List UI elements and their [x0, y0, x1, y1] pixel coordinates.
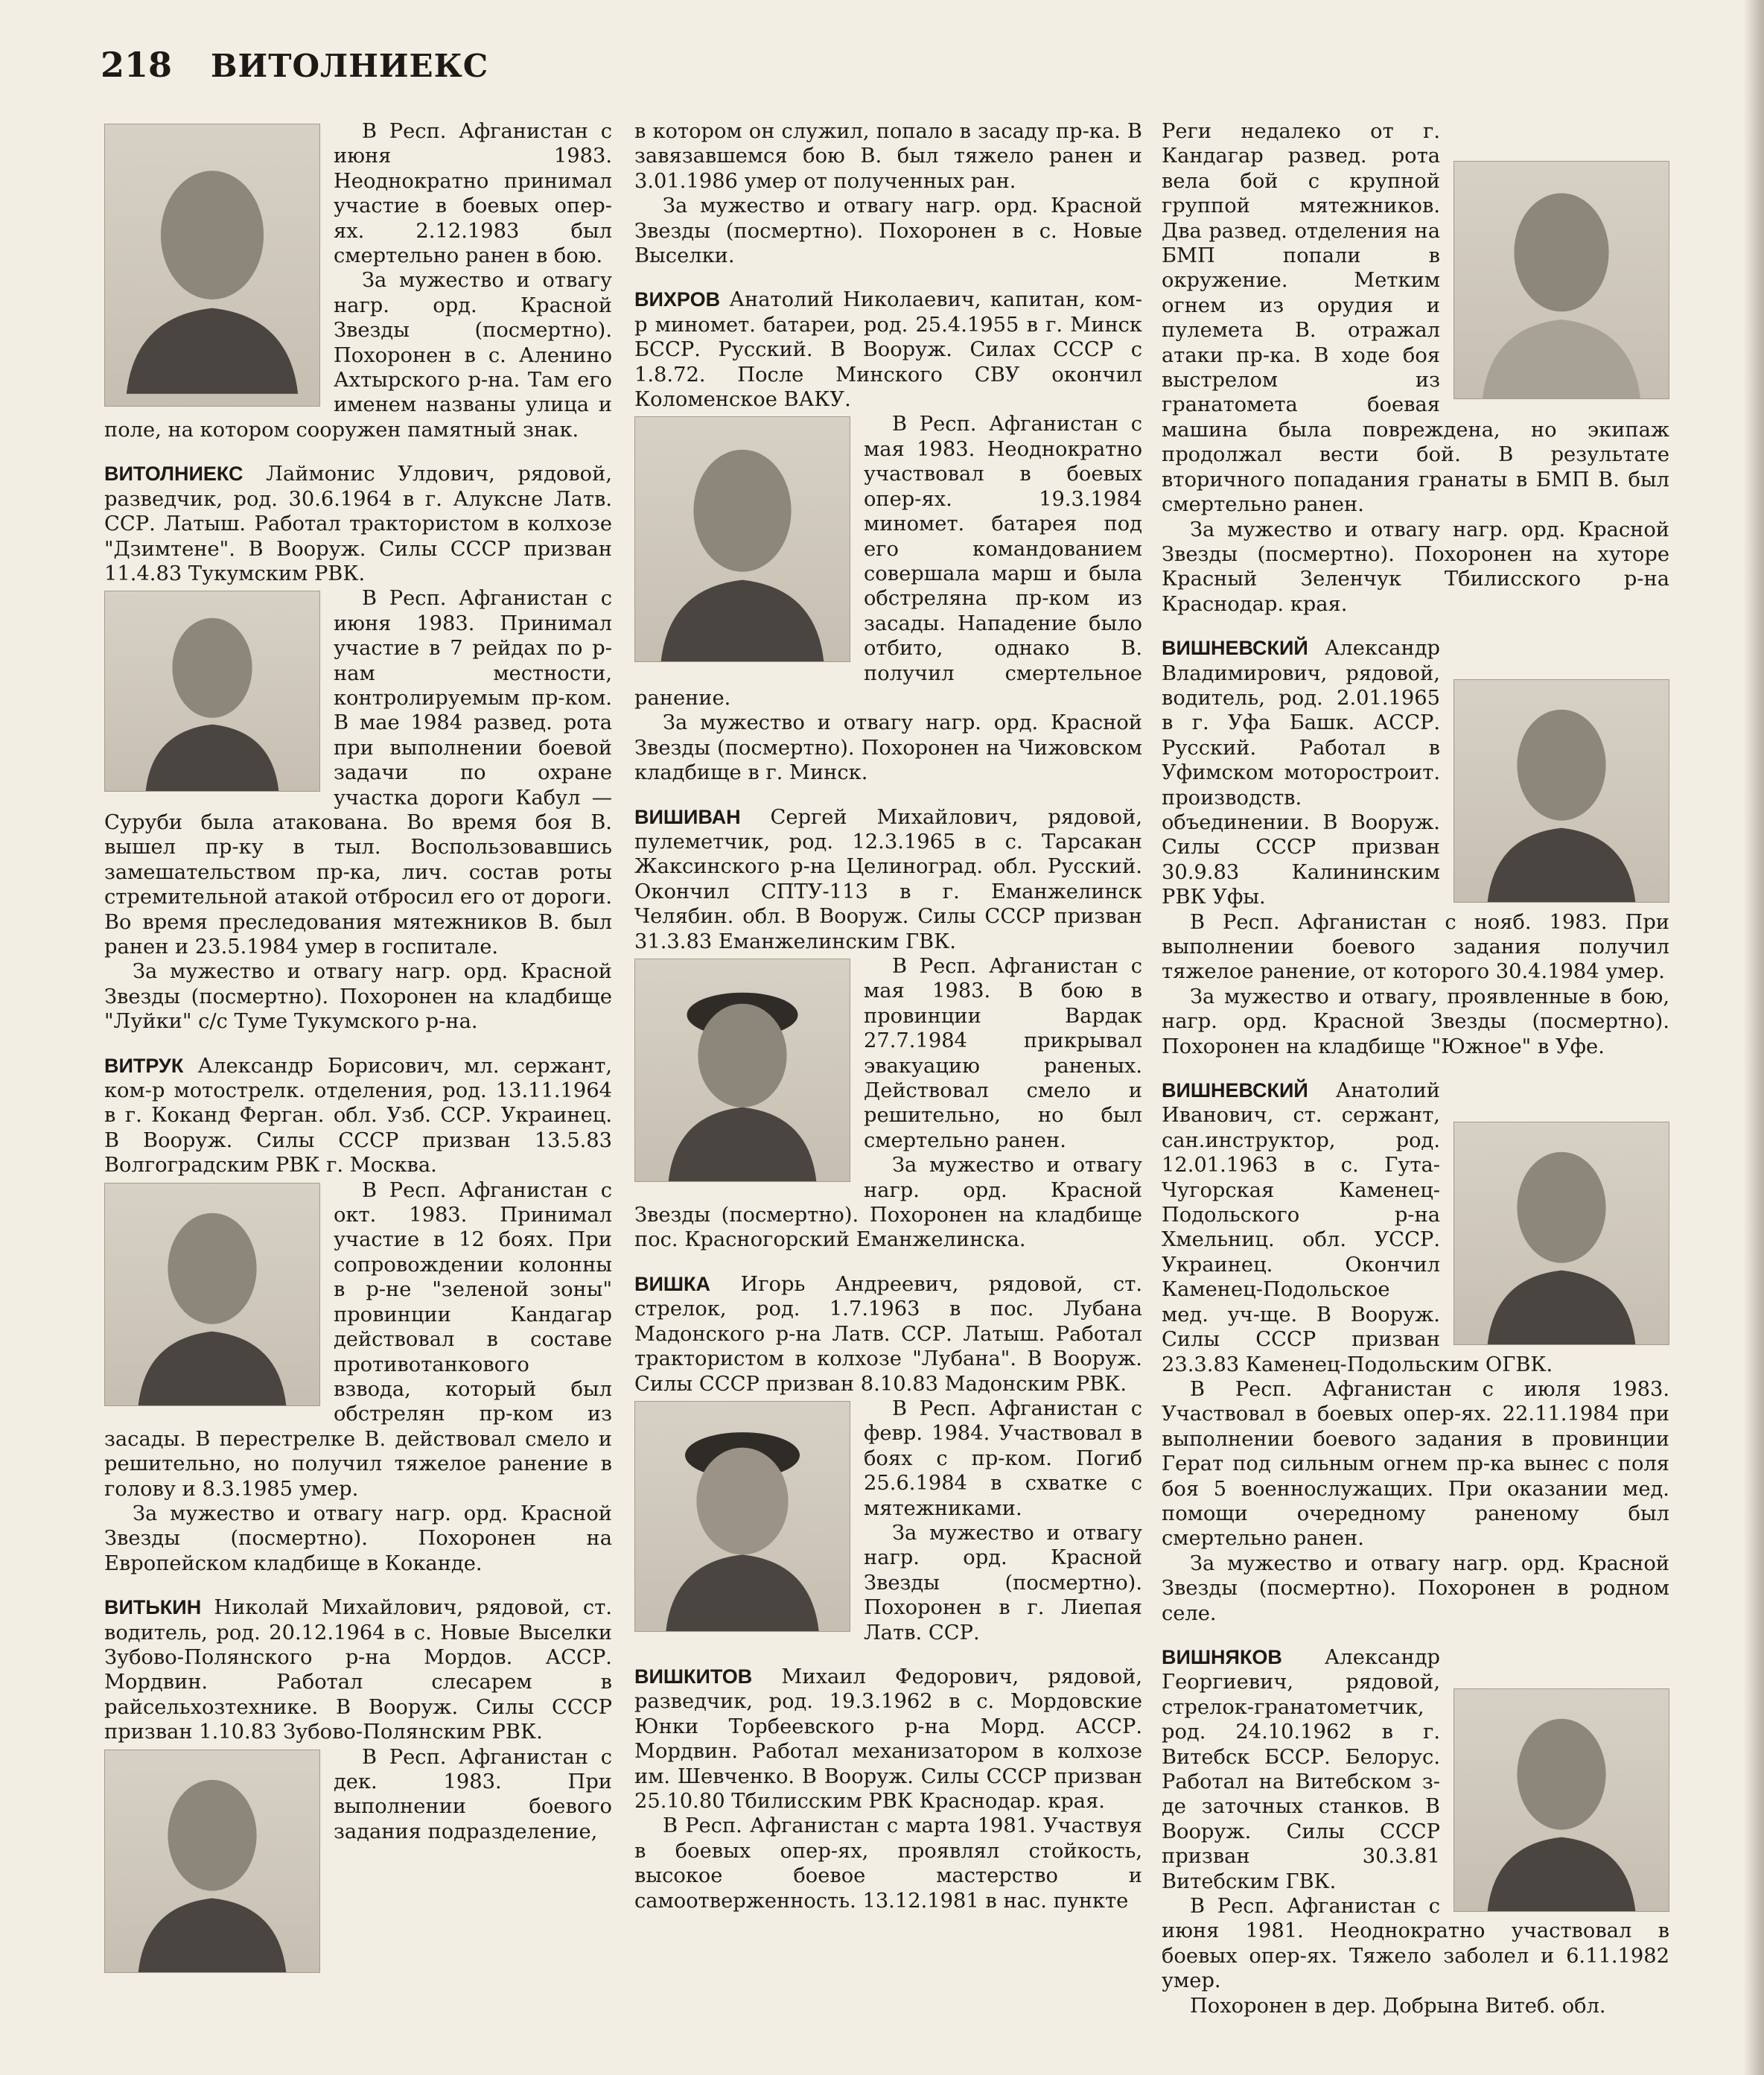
entry-intro: Николай Михайлович, рядовой, ст. водитель, род. 20.12.1964 в с. Новые Выселки Зубово-Полянского р-на Мордов. АССР. Мордвин. Работал слесарем в райсельхозтехнике. В Вооруж. Силы СССР призван 1.10.83 Зубово-Полянским РВК.	[104, 1596, 612, 1744]
entry-text: В Респ. Афганистан с июля 1983. Участвовал в боевых опер-ях. 22.11.1984 при выполнении боевого задания в провинции Герат под сильным огнем пр-ка вынес с поля боя 5 военнослужащих. При оказании мед. помощи очередному раненому был смертельно ранен.	[1162, 1377, 1669, 1551]
surname: ВИШНЯКОВ	[1162, 1645, 1282, 1668]
portrait-photo	[1453, 161, 1669, 399]
entry-text: За мужество и отвагу нагр. орд. Красной Звезды (посмертно). Похоронен на Европейском кладбище в Коканде.	[104, 1502, 612, 1575]
entry-text: В Респ. Афганистан с июня 1983. Принимал участие в 7 рейдах по р-нам местности, контролируемым пр-ком. В мае 1984 развед. рота при выполнении боевой задачи по охране участка дороги Кабул — Суруби была атакована. Во время боя В. вышел пр-ку в тыл. Воспользовавшись замешательством пр-ка, лич. состав роты стремительной атакой отбросил его от дороги. Во время преследования мятежников В. был ранен и 23.5.1984 умер в госпитале.	[104, 587, 612, 959]
entry-text: За мужество и отвагу нагр. орд. Красной Звезды (посмертно). Похоронен на хуторе Красный Зеленчук Тбилисского р-на Краснодар. края.	[1162, 518, 1669, 616]
surname: ВИШИВАН	[634, 805, 741, 828]
entry-text: В Респ. Афганистан с дек. 1983. При выполнении боевого задания подразделение,	[334, 1745, 612, 1843]
entry-text: Похоронен в дер. Добрына Витеб. обл.	[1190, 1994, 1606, 2018]
entry-text: За мужество и отвагу нагр. орд. Красной Звезды (посмертно). Похоронен в с. Аленино Ахтырского р-на. Там его именем названы улица и поле, на котором сооружен памятный знак.	[104, 269, 612, 442]
portrait-icon	[1454, 1122, 1669, 1344]
entry-lead	[104, 1595, 612, 1744]
page-number: 218	[101, 45, 173, 85]
entry-text: В Респ. Афганистан с марта 1981. Участвуя в боевых опер-ях, проявлял стойкость, высокое боевое мастерство и самоотверженность. 13.12.1981 в нас. пункте	[634, 1814, 1142, 1913]
entry-lead	[634, 287, 1142, 412]
portrait-photo	[634, 959, 850, 1182]
surname: ВИШКА	[634, 1272, 711, 1295]
portrait-photo	[104, 1183, 320, 1406]
biography-entry	[1162, 1645, 1669, 2018]
portrait-photo	[1453, 1688, 1669, 1912]
portrait-icon	[105, 1750, 319, 1972]
portrait-photo	[1453, 1122, 1669, 1345]
entry-text: В Респ. Афганистан с нояб. 1983. При выполнении боевого задания получил тяжелое ранение, от которого 30.4.1984 умер.	[1162, 910, 1669, 984]
entry-intro: Сергей Михайлович, рядовой, пулеметчик, род. 12.3.1965 в с. Тарсакан Жаксинского р-на Целиноград. обл. Русский. Окончил СПТУ-113 в г. Еманжелинск Челябин. обл. В Вооруж. Силы СССР призван 31.3.83 Еманжелинским ГВК.	[634, 805, 1142, 953]
entry-text: В Респ. Афганистан с июня 1981. Неоднократно участвовал в боевых опер-ях. Тяжело заболел и 6.11.1982 умер.	[1162, 1895, 1669, 1993]
column-3	[1162, 119, 1669, 2018]
portrait-icon	[1454, 162, 1669, 398]
surname: ВИТРУК	[104, 1054, 184, 1077]
portrait-icon	[635, 417, 850, 661]
portrait-photo	[104, 1750, 320, 1973]
portrait-photo	[104, 591, 320, 792]
surname: ВИШКИТОВ	[634, 1665, 753, 1688]
entry-intro: Анатолий Иванович, ст. сержант, сан.инструктор, род. 12.01.1963 в с. Гута-Чугорская Каменец-Подольского р-на Хмельниц. обл. УССР. Украинец. Окончил Каменец-Подольское мед. уч-ще. В Вооруж. Силы СССР призван 23.3.83 Каменец-Подольским ОГВК.	[1162, 1079, 1553, 1376]
entry-text: В Респ. Афганистан с мая 1983. Неоднократно участвовал в боевых опер-ях. 19.3.1984 миномет. батарея под его командованием совершала марш и была обстреляна пр-ком из засады. Нападение было отбито, однако В. получил смертельное ранение.	[634, 413, 1142, 710]
entry-intro: Лаймонис Улдович, рядовой, разведчик, род. 30.6.1964 в г. Алуксне Латв. ССР. Латыш. Работал трактористом в колхозе "Дзимтене". В Вооруж. Силы СССР призван 11.4.83 Тукумским РВК.	[104, 463, 612, 585]
biography-entry	[634, 1665, 1142, 1913]
biography-entry	[104, 1595, 612, 1978]
biography-entry	[1162, 636, 1669, 1059]
entry-text: В Респ. Афганистан с мая 1983. В бою в провинции Вардак 27.7.1984 прикрывал эвакуацию раненых. Действовал смело и решительно, но был смертельно ранен.	[864, 955, 1142, 1152]
entry-text: За мужество и отвагу нагр. орд. Красной Звезды (посмертно). Похоронен на кладбище "Луйки" с/с Туме Тукумского р-на.	[104, 960, 612, 1034]
entry-continued	[104, 119, 612, 442]
entry-continued	[1162, 119, 1669, 617]
portrait-photo	[634, 1401, 850, 1632]
biography-entry	[634, 287, 1142, 785]
column-2	[634, 119, 1142, 1913]
entry-text: В Респ. Афганистан с июня 1983. Неоднократно принимал участие в боевых опер-ях. 2.12.1983 был смертельно ранен в бою.	[334, 120, 612, 268]
portrait-icon	[105, 124, 319, 406]
surname: ВИТЬКИН	[104, 1596, 202, 1619]
biography-entry	[634, 805, 1142, 1253]
page-edge	[1743, 0, 1764, 2075]
portrait-icon	[105, 1183, 319, 1405]
portrait-photo	[634, 416, 850, 662]
entry-text: В Респ. Афганистан с февр. 1984. Участвовал в боях с пр-ком. Погиб 25.6.1984 в схватке с мятежниками.	[864, 1396, 1142, 1520]
entry-text: За мужество и отвагу нагр. орд. Красной Звезды (посмертно). Похоронен в с. Новые Выселки.	[634, 194, 1142, 268]
entry-text: За мужество и отвагу, проявленные в бою, нагр. орд. Красной Звезды (посмертно). Похоронен на кладбище "Южное" в Уфе.	[1162, 985, 1669, 1058]
entry-lead	[634, 1272, 1142, 1396]
entry-text: в котором он служил, попало в засаду пр-ка. В завязавшемся бою В. был тяжело ранен и 3.01.1986 умер от полученных ран.	[634, 120, 1142, 193]
surname: ВИХРОВ	[634, 288, 721, 311]
page-header	[101, 45, 488, 85]
entry-lead	[104, 1054, 612, 1178]
biography-entry	[104, 1054, 612, 1577]
entry-text: Реги недалеко от г. Кандагар развед. рота вела бой с крупной группой мятежников. Два развед. отделения на БМП попали в окружение. Метким огнем из орудия и пулемета В. отражал атаки пр-ка. В ходе боя выстрелом из гранатомета боевая машина была повреждена, но экипаж продолжал вести бой. В результате вторичного попадания гранаты в БМП В. был смертельно ранен.	[1162, 120, 1669, 517]
surname: ВИШНЕВСКИЙ	[1162, 637, 1308, 660]
entry-text: За мужество и отвагу нагр. орд. Красной Звезды (посмертно). Похоронен на кладбище пос. Красногорский Еманжелинска.	[634, 1154, 1142, 1252]
biography-entry	[1162, 1078, 1669, 1626]
portrait-icon	[1454, 680, 1669, 902]
entry-lead	[634, 1665, 1142, 1814]
entry-intro: Анатолий Николаевич, капитан, ком-р миномет. батареи, род. 25.4.1955 в г. Минск БССР. Русский. В Вооруж. Силах СССР с 1.8.72. После Минского СВУ окончил Коломенское ВАКУ.	[634, 288, 1142, 412]
entry-text: В Респ. Афганистан с окт. 1983. Принимал участие в 12 боях. При сопровождении колонны в р-не "зеленой зоны" провинции Кандагар действовал в составе противотанкового взвода, который был обстрелян пр-ком из засады. В перестрелке В. действовал смело и решительно, но получил тяжелое ранение в голову и 8.3.1985 умер.	[104, 1178, 612, 1501]
biography-entry	[104, 462, 612, 1034]
entry-intro: Александр Георгиевич, рядовой, стрелок-гранатометчик, род. 24.10.1962 в г. Витебск БССР. Белорус. Работал на Витебском з-де заточных станков. В Вооруж. Силы СССР призван 30.3.81 Витебским ГВК.	[1162, 1645, 1440, 1893]
surname: ВИТОЛНИЕКС	[104, 463, 243, 486]
biography-entry	[634, 1272, 1142, 1645]
portrait-icon	[105, 591, 319, 791]
portrait-photo	[104, 124, 320, 407]
entry-text: За мужество и отвагу нагр. орд. Красной Звезды (посмертно). Похоронен в г. Лиепая Латв. ССР.	[864, 1521, 1142, 1645]
entry-intro: Александр Владимирович, рядовой, водитель, род. 2.01.1965 в г. Уфа Башк. АССР. Русский. Работал в Уфимском моторостроит. производств. объединении. В Вооруж. Силы СССР призван 30.9.83 Калининским РВК Уфы.	[1162, 637, 1440, 909]
entry-continued	[634, 119, 1142, 268]
running-head: ВИТОЛНИЕКС	[211, 48, 489, 84]
entry-text: За мужество и отвагу нагр. орд. Красной Звезды (посмертно). Похоронен на Чижовском кладбище в г. Минск.	[634, 711, 1142, 785]
portrait-icon	[635, 959, 850, 1181]
surname: ВИШНЕВСКИЙ	[1162, 1079, 1308, 1102]
portrait-photo	[1453, 679, 1669, 903]
portrait-icon	[635, 1402, 850, 1631]
entry-lead	[104, 462, 612, 586]
entry-lead	[634, 805, 1142, 954]
entry-text: За мужество и отвагу нагр. орд. Красной Звезды (посмертно). Похоронен в родном селе.	[1162, 1551, 1669, 1625]
entry-intro: Игорь Андреевич, рядовой, ст. стрелок, род. 1.7.1963 в пос. Лубана Мадонского р-на Латв. ССР. Латыш. Работал трактористом в колхозе "Лубана". В Вооруж. Силы СССР призван 8.10.83 Мадонским РВК.	[634, 1272, 1142, 1396]
column-1	[104, 119, 612, 1979]
entry-intro: Михаил Федорович, рядовой, разведчик, род. 19.3.1962 в с. Мордовские Юнки Торбеевского р-на Морд. АССР. Мордвин. Работал механизатором в колхозе им. Шевченко. В Вооруж. Силы СССР призван 25.10.80 Тбилисским РВК Краснодар. края.	[634, 1665, 1142, 1813]
entry-intro: Александр Борисович, мл. сержант, ком-р мотострелк. отделения, род. 13.11.1964 в г. Коканд Ферган. обл. Узб. ССР. Украинец. В Вооруж. Силы СССР призван 13.5.83 Волгоградским РВК г. Москва.	[104, 1054, 612, 1178]
portrait-icon	[1454, 1689, 1669, 1911]
